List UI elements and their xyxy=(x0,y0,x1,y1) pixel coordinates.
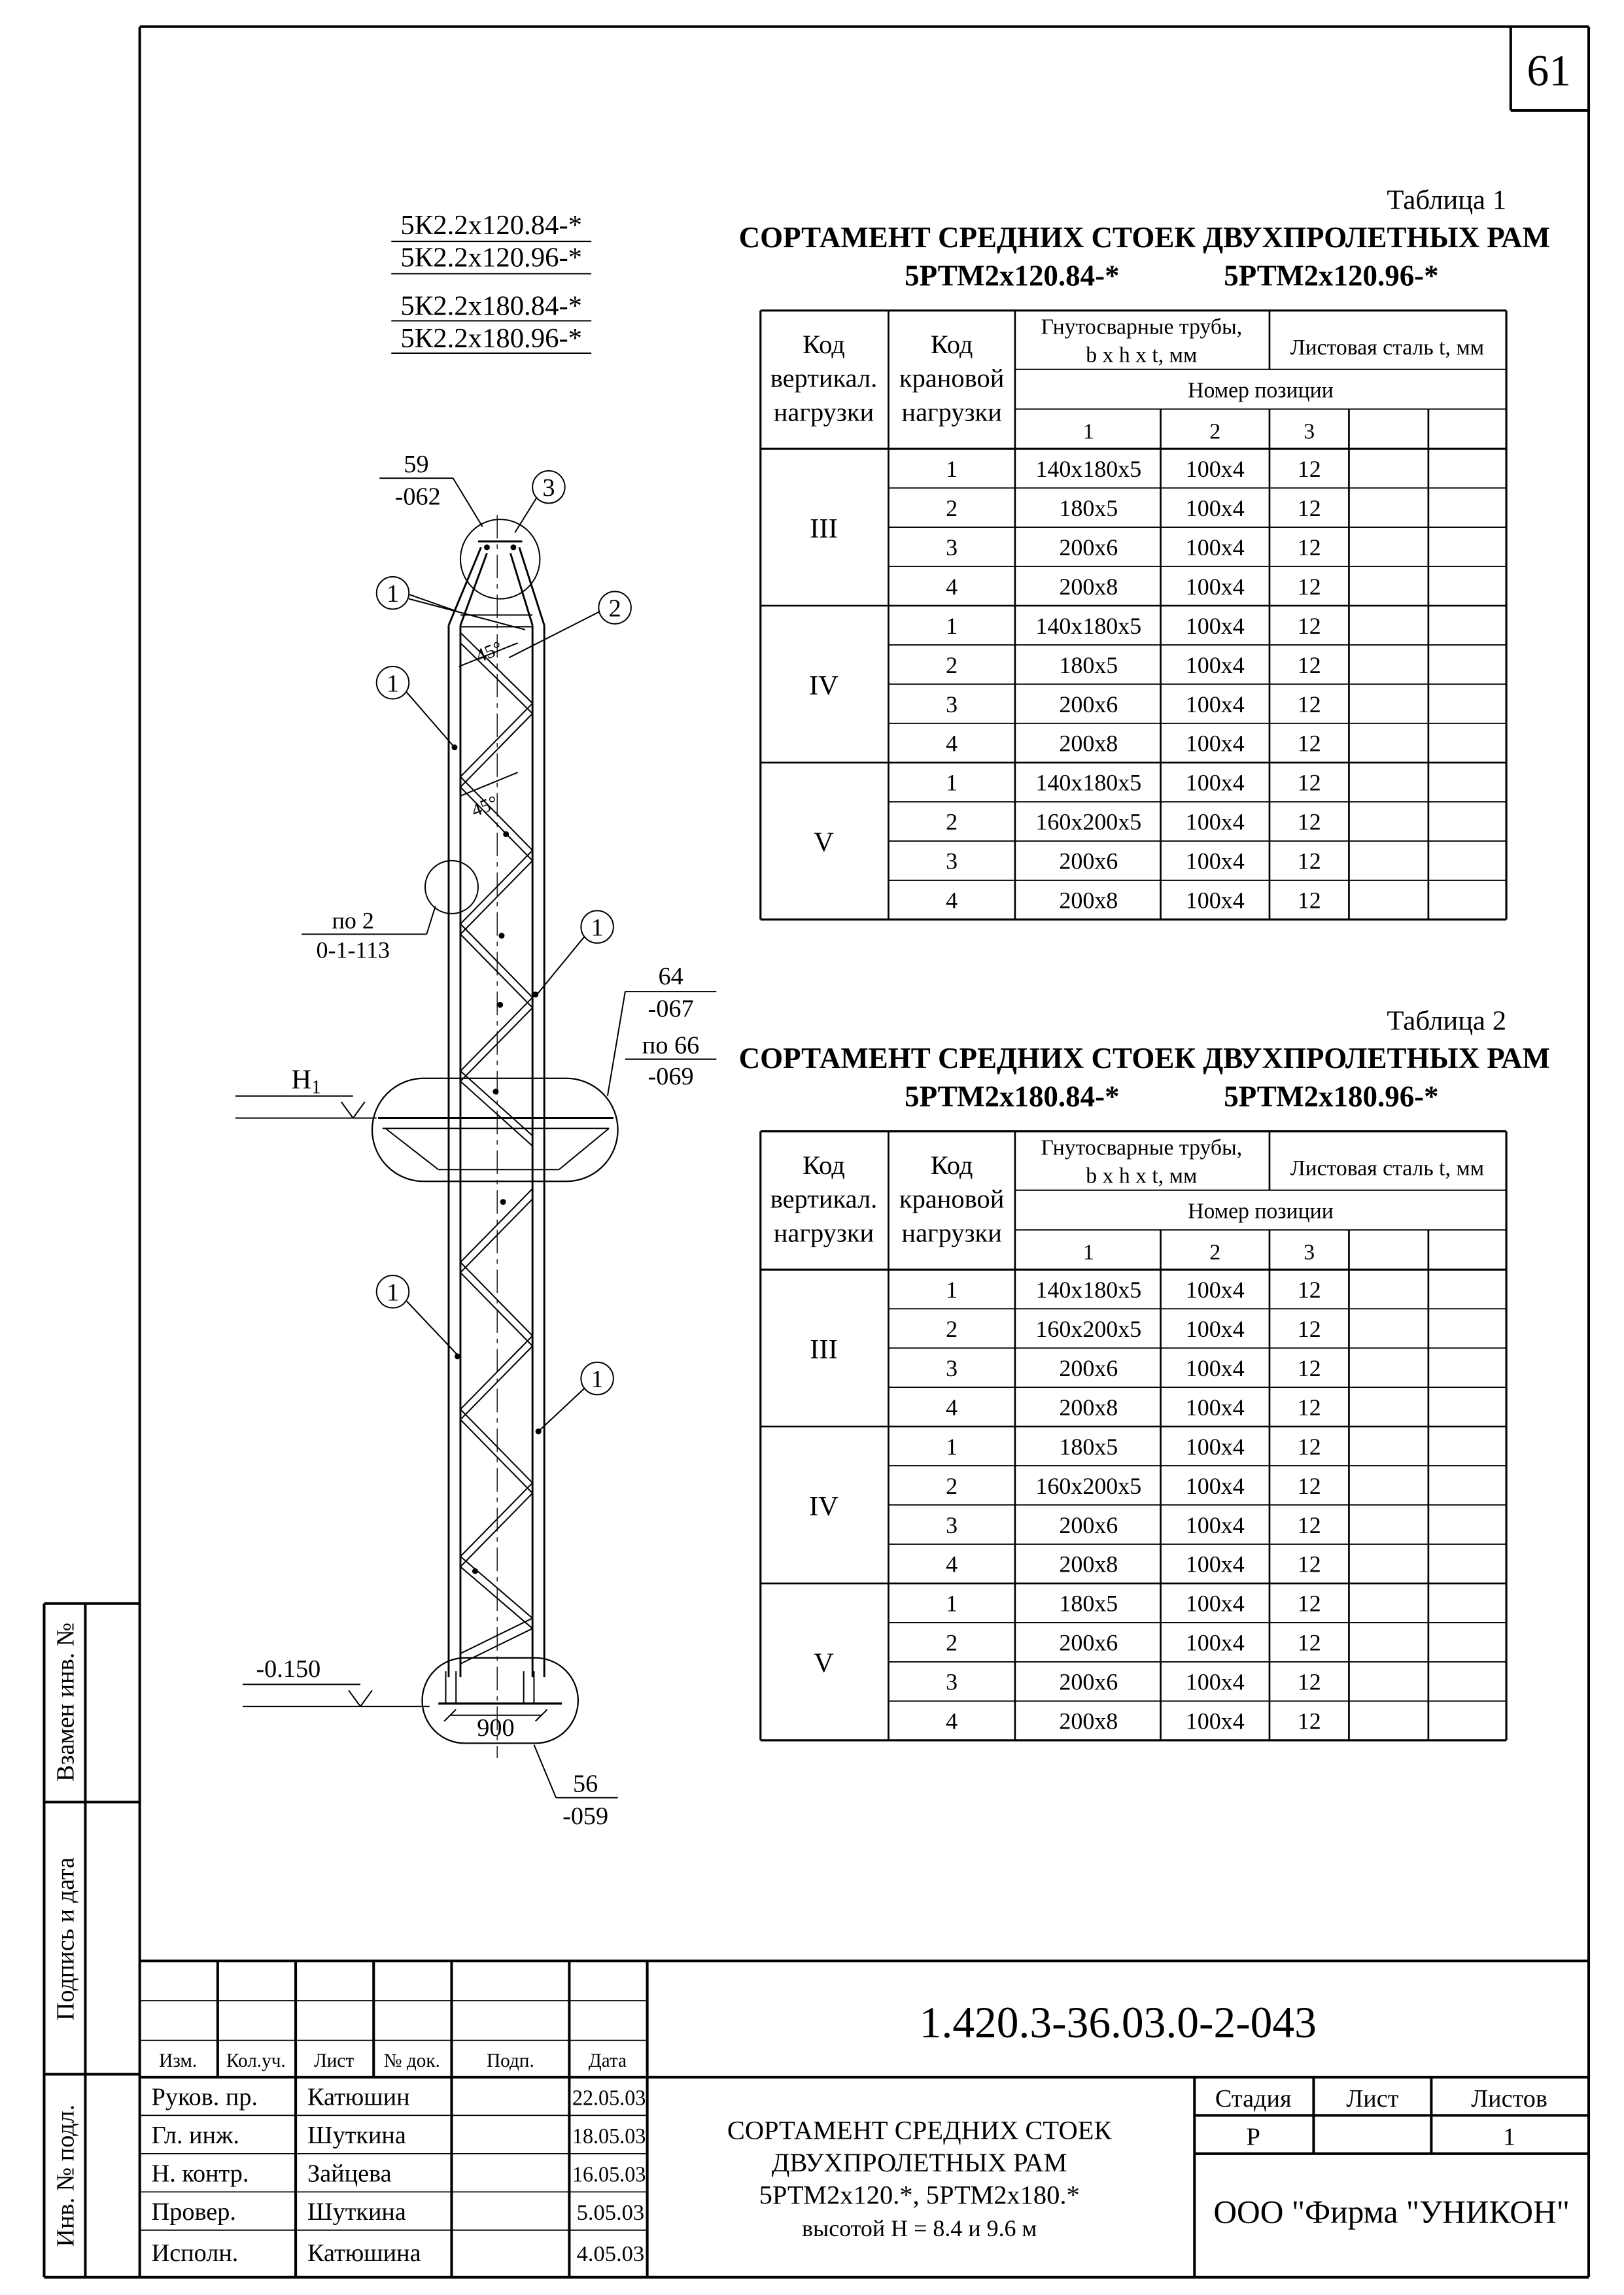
weld-point xyxy=(536,1428,542,1434)
crane-level-mark xyxy=(353,1102,365,1118)
header-vertical-load-code: Код xyxy=(803,1150,845,1180)
position-1-tube: 200x8 xyxy=(1059,730,1118,757)
ref-crane-sheet: -067 xyxy=(648,995,694,1023)
sheet-title-line: высотой Н = 8.4 и 9.6 м xyxy=(802,2215,1037,2241)
level-base-mark: -0.150 xyxy=(256,1655,321,1683)
position-2-tube: 100x4 xyxy=(1185,1472,1245,1499)
stage-value: Р xyxy=(1246,2123,1260,2151)
table-subtitle: 5РТМ2х120.84-* xyxy=(905,259,1120,292)
crane-load-code: 2 xyxy=(946,651,958,678)
lacing-diagonal xyxy=(460,1336,532,1409)
lacing-diagonal xyxy=(460,1557,532,1618)
position-1-tube: 160x200x5 xyxy=(1035,808,1142,835)
signatory-date: 16.05.03 xyxy=(572,2162,646,2187)
signatory-role: Н. контр. xyxy=(151,2160,249,2188)
signatory-role: Исполн. xyxy=(151,2239,239,2268)
position-1-tube: 200x6 xyxy=(1059,1629,1118,1656)
crane-level-mark xyxy=(341,1102,353,1118)
signatory-role: Провер. xyxy=(151,2198,236,2226)
weld-point xyxy=(497,1002,503,1008)
header-vertical-load-code: нагрузки xyxy=(773,397,874,427)
lacing-diagonal xyxy=(460,1188,532,1262)
lacing-diagonal xyxy=(460,1346,532,1419)
crane-load-code: 1 xyxy=(946,769,958,796)
position-2-tube: 100x4 xyxy=(1185,887,1245,914)
header-position-number: Номер позиции xyxy=(1188,1199,1334,1224)
crane-load-code: 3 xyxy=(946,848,958,874)
lacing-diagonal xyxy=(460,1483,532,1556)
weld-point xyxy=(532,992,538,997)
mark-label: 5К2.2х180.84-* xyxy=(400,290,583,322)
base-level-mark xyxy=(349,1690,360,1706)
position-3-sheet: 12 xyxy=(1297,494,1321,521)
position-3-sheet: 12 xyxy=(1297,573,1321,600)
position-2-tube: 100x4 xyxy=(1185,1708,1245,1734)
mark-labels xyxy=(400,210,582,354)
column-change: Изм. xyxy=(159,2050,198,2072)
position-1-tube: 200x8 xyxy=(1059,573,1118,600)
position-2-tube: 100x4 xyxy=(1185,1394,1245,1421)
position-3-sheet: 12 xyxy=(1297,1394,1321,1421)
position-callout xyxy=(377,666,409,699)
ref-node-sheet: 0-1-113 xyxy=(316,937,390,963)
weld-point xyxy=(492,1089,498,1095)
position-2-tube: 100x4 xyxy=(1185,612,1245,639)
position-2-tube: 100x4 xyxy=(1185,1551,1245,1578)
position-2-tube: 100x4 xyxy=(1185,1315,1245,1342)
base-dimension: 900 xyxy=(477,1714,515,1742)
position-3-sheet: 12 xyxy=(1297,808,1321,835)
crane-load-code: 3 xyxy=(946,691,958,717)
signatory-name: Катюшина xyxy=(307,2239,421,2268)
callout-number: 1 xyxy=(591,914,604,942)
leader-line xyxy=(409,599,525,630)
header-bent-welded-tubes: Гнутосварные трубы, xyxy=(1041,1135,1243,1160)
lacing-diagonal xyxy=(460,1409,532,1483)
position-1-tube: 200x6 xyxy=(1059,848,1118,874)
crane-load-code: 4 xyxy=(946,730,958,757)
level-crane-letter: Н xyxy=(291,1064,312,1096)
lacing-diagonal xyxy=(460,1420,532,1493)
crane-load-code: 4 xyxy=(946,573,958,600)
table-subtitle: 5РТМ2х180.96-* xyxy=(1224,1080,1439,1113)
position-3-sheet: 12 xyxy=(1297,1433,1321,1460)
vertical-load-code: V xyxy=(814,1648,834,1679)
lacing-diagonal xyxy=(460,1273,532,1346)
header-vertical-load-code: вертикал. xyxy=(770,363,878,393)
signatory-name: Катюшин xyxy=(307,2083,410,2111)
weld-point xyxy=(498,933,504,939)
level-crane-index: 1 xyxy=(311,1077,321,1098)
lacing-diagonal xyxy=(460,1008,532,1081)
header-position: 2 xyxy=(1209,419,1221,444)
signatory-name: Шуткина xyxy=(307,2198,406,2226)
organization-name: ООО "Фирма "УНИКОН" xyxy=(1213,2194,1570,2230)
position-2-tube: 100x4 xyxy=(1185,1433,1245,1460)
position-1-tube: 140x180x5 xyxy=(1035,1276,1142,1303)
position-3-sheet: 12 xyxy=(1297,691,1321,717)
column-date: Дата xyxy=(588,2050,627,2072)
position-1-tube: 200x8 xyxy=(1059,1394,1118,1421)
callout-number: 1 xyxy=(386,670,400,698)
position-callout xyxy=(581,910,613,942)
position-3-sheet: 12 xyxy=(1297,1511,1321,1538)
header-crane-load-code: нагрузки xyxy=(901,397,1002,427)
ref-top-number: 59 xyxy=(404,451,429,479)
header-vertical-load-code: нагрузки xyxy=(773,1218,874,1248)
header-crane-load-code: крановой xyxy=(899,1184,1005,1214)
angle-label: 45° xyxy=(468,791,502,821)
position-1-tube: 200x8 xyxy=(1059,1551,1118,1578)
position-3-sheet: 12 xyxy=(1297,848,1321,874)
leader-line xyxy=(426,906,435,935)
position-1-tube: 160x200x5 xyxy=(1035,1315,1142,1342)
lacing-diagonal xyxy=(460,934,532,1007)
position-3-sheet: 12 xyxy=(1297,1668,1321,1695)
position-callout xyxy=(598,591,631,623)
lacing-diagonal xyxy=(460,1071,532,1136)
weld-point xyxy=(472,1568,478,1574)
position-1-tube: 200x8 xyxy=(1059,887,1118,914)
crane-console xyxy=(559,1128,609,1169)
table-subtitle: 5РТМ2х120.96-* xyxy=(1224,259,1439,292)
replaces-inv-label: Взамен инв. № xyxy=(52,1622,80,1782)
position-1-tube: 200x6 xyxy=(1059,1355,1118,1381)
sheet-title-line: СОРТАМЕНТ СРЕДНИХ СТОЕК xyxy=(727,2115,1112,2145)
lacing-diagonal xyxy=(460,1493,532,1566)
position-2-tube: 100x4 xyxy=(1185,1355,1245,1381)
angle-label: 45° xyxy=(472,637,506,667)
header-position: 3 xyxy=(1304,419,1315,444)
position-2-tube: 100x4 xyxy=(1185,848,1245,874)
position-2-tube: 100x4 xyxy=(1185,1511,1245,1538)
signatory-date: 22.05.03 xyxy=(572,2086,646,2111)
position-1-tube: 140x180x5 xyxy=(1035,769,1142,796)
position-3-sheet: 12 xyxy=(1297,1472,1321,1499)
position-2-tube: 100x4 xyxy=(1185,1668,1245,1695)
drawing-annotations xyxy=(256,451,699,1830)
ref-base-number: 56 xyxy=(573,1770,598,1798)
table-caption: Таблица 2 xyxy=(1387,1005,1507,1037)
crane-load-code: 2 xyxy=(946,1315,958,1342)
crane-load-code: 1 xyxy=(946,1433,958,1460)
position-2-tube: 100x4 xyxy=(1185,1590,1245,1617)
header-position: 3 xyxy=(1304,1240,1315,1265)
assortment-table-1 xyxy=(739,185,1550,920)
position-3-sheet: 12 xyxy=(1297,455,1321,482)
position-3-sheet: 12 xyxy=(1297,1276,1321,1303)
crane-load-code: 3 xyxy=(946,1668,958,1695)
weld-point xyxy=(510,544,516,550)
sheet-title-line: 5РТМ2х120.*, 5РТМ2х180.* xyxy=(759,2180,1080,2210)
sheet-label: Лист xyxy=(1346,2084,1399,2113)
column-count: Кол.уч. xyxy=(226,2050,286,2072)
callout-number: 3 xyxy=(542,474,555,502)
leader-line xyxy=(509,612,598,658)
header-position: 1 xyxy=(1082,419,1094,444)
lacing-diagonal xyxy=(460,1618,532,1653)
position-2-tube: 100x4 xyxy=(1185,534,1245,561)
signatory-name: Шуткина xyxy=(307,2122,406,2150)
position-1-tube: 180x5 xyxy=(1059,651,1118,678)
crane-load-code: 4 xyxy=(946,887,958,914)
signatory-role: Руков. пр. xyxy=(151,2083,258,2111)
position-1-tube: 200x6 xyxy=(1059,534,1118,561)
column-doc-number: № док. xyxy=(383,2050,440,2072)
crane-console xyxy=(385,1128,438,1169)
position-1-tube: 140x180x5 xyxy=(1035,612,1142,639)
table-subtitle: 5РТМ2х180.84-* xyxy=(905,1080,1120,1113)
position-3-sheet: 12 xyxy=(1297,1629,1321,1656)
header-crane-load-code: нагрузки xyxy=(901,1218,1002,1248)
top-node-detail-circle xyxy=(460,519,540,598)
leader-line xyxy=(608,992,625,1096)
position-3-sheet: 12 xyxy=(1297,887,1321,914)
assortment-table-2 xyxy=(739,1006,1550,1740)
column-chord xyxy=(519,547,544,625)
sheets-value: 1 xyxy=(1503,2123,1516,2151)
position-2-tube: 100x4 xyxy=(1185,808,1245,835)
crane-load-code: 3 xyxy=(946,1355,958,1381)
level-crane-mark xyxy=(291,1065,320,1098)
header-position-number: Номер позиции xyxy=(1188,378,1334,403)
mark-label: 5К2.2х180.96-* xyxy=(400,322,583,354)
weld-point xyxy=(451,744,457,750)
position-3-sheet: 12 xyxy=(1297,612,1321,639)
weld-point xyxy=(503,831,509,837)
callout-number: 2 xyxy=(608,595,621,623)
weld-point xyxy=(500,1199,506,1205)
position-1-tube: 200x6 xyxy=(1059,1511,1118,1538)
ref-base-sheet: -059 xyxy=(562,1803,609,1831)
header-tube-dimensions: b x h x t, мм xyxy=(1086,343,1198,368)
crane-load-code: 4 xyxy=(946,1551,958,1578)
lacing-diagonal xyxy=(460,787,532,860)
side-stamp xyxy=(52,1623,79,2247)
position-1-tube: 200x6 xyxy=(1059,1668,1118,1695)
crane-load-code: 2 xyxy=(946,1629,958,1656)
lacing-diagonal xyxy=(460,714,532,787)
position-2-tube: 100x4 xyxy=(1185,651,1245,678)
crane-load-code: 3 xyxy=(946,1511,958,1538)
signatory-date: 4.05.03 xyxy=(576,2242,645,2267)
position-2-tube: 100x4 xyxy=(1185,494,1245,521)
lacing-diagonal xyxy=(460,1199,532,1272)
mark-label: 5К2.2х120.84-* xyxy=(400,209,583,241)
sign-date-label: Подпись и дата xyxy=(52,1857,80,2021)
callout-number: 1 xyxy=(591,1366,604,1394)
column-signature: Подп. xyxy=(487,2050,534,2072)
leader-line xyxy=(406,1300,458,1355)
position-callout xyxy=(377,1275,409,1307)
ref-top-sheet: -062 xyxy=(394,483,441,511)
lacing-diagonal xyxy=(460,850,532,923)
vertical-load-code: V xyxy=(814,827,834,858)
position-2-tube: 100x4 xyxy=(1185,730,1245,757)
position-1-tube: 200x8 xyxy=(1059,1708,1118,1734)
signatory-name: Зайцева xyxy=(307,2160,392,2188)
stage-label: Стадия xyxy=(1215,2084,1292,2113)
page-number: 61 xyxy=(1527,46,1572,95)
ref-crane-number-2: по 66 xyxy=(642,1031,700,1060)
position-3-sheet: 12 xyxy=(1297,651,1321,678)
position-1-tube: 160x200x5 xyxy=(1035,1472,1142,1499)
crane-load-code: 2 xyxy=(946,494,958,521)
leader-line xyxy=(453,478,483,526)
vertical-load-code: IV xyxy=(808,670,839,701)
callout-number: 1 xyxy=(386,580,400,608)
position-1-tube: 200x6 xyxy=(1059,691,1118,717)
crane-load-code: 2 xyxy=(946,1472,958,1499)
header-crane-load-code: Код xyxy=(930,329,973,359)
header-vertical-load-code: вертикал. xyxy=(770,1184,878,1214)
lacing-diagonal xyxy=(460,861,532,934)
column-sheet: Лист xyxy=(313,2050,354,2072)
crane-load-code: 3 xyxy=(946,534,958,561)
position-2-tube: 100x4 xyxy=(1185,769,1245,796)
header-position: 1 xyxy=(1082,1240,1094,1265)
lacing-node-detail-circle xyxy=(425,861,478,914)
ref-crane-number: 64 xyxy=(658,962,683,990)
position-3-sheet: 12 xyxy=(1297,534,1321,561)
header-crane-load-code: крановой xyxy=(899,363,1005,393)
header-vertical-load-code: Код xyxy=(803,329,845,359)
position-3-sheet: 12 xyxy=(1297,1590,1321,1617)
truss-column-drawing xyxy=(235,241,716,1798)
header-tube-dimensions: b x h x t, мм xyxy=(1086,1164,1198,1188)
crane-load-code: 1 xyxy=(946,612,958,639)
position-2-tube: 100x4 xyxy=(1185,1276,1245,1303)
table-caption: Таблица 1 xyxy=(1387,184,1507,216)
position-3-sheet: 12 xyxy=(1297,1355,1321,1381)
inv-number-label: Инв. № подл. xyxy=(52,2104,80,2247)
crane-load-code: 1 xyxy=(946,1590,958,1617)
ref-crane-sheet-2: -069 xyxy=(648,1062,694,1090)
crane-load-code: 1 xyxy=(946,455,958,482)
lacing-diagonal xyxy=(460,1262,532,1336)
crane-load-code: 2 xyxy=(946,808,958,835)
position-3-sheet: 12 xyxy=(1297,769,1321,796)
lacing-diagonal xyxy=(460,777,532,850)
sheets-label: Листов xyxy=(1471,2084,1547,2113)
header-crane-load-code: Код xyxy=(930,1150,973,1180)
position-1-tube: 140x180x5 xyxy=(1035,455,1142,482)
leader-line xyxy=(406,691,455,747)
lacing-diagonal xyxy=(460,1566,532,1628)
position-callout xyxy=(532,471,564,503)
table-title: СОРТАМЕНТ СРЕДНИХ СТОЕК ДВУХПРОЛЕТНЫХ РАМ xyxy=(738,1042,1550,1075)
position-2-tube: 100x4 xyxy=(1185,691,1245,717)
position-callout xyxy=(581,1362,613,1394)
position-2-tube: 100x4 xyxy=(1185,1629,1245,1656)
lacing-diagonal xyxy=(460,703,532,776)
vertical-load-code: III xyxy=(810,1334,838,1365)
table-title: СОРТАМЕНТ СРЕДНИХ СТОЕК ДВУХПРОЛЕТНЫХ РАМ xyxy=(738,221,1550,254)
position-2-tube: 100x4 xyxy=(1185,573,1245,600)
position-3-sheet: 12 xyxy=(1297,1551,1321,1578)
mark-label: 5К2.2х120.96-* xyxy=(400,242,583,273)
sheet-title-line: ДВУХПРОЛЕТНЫХ РАМ xyxy=(771,2147,1067,2177)
header-sheet-steel: Листовая сталь t, мм xyxy=(1290,1156,1485,1181)
position-3-sheet: 12 xyxy=(1297,1708,1321,1734)
callout-number: 1 xyxy=(386,1279,400,1307)
signatory-date: 5.05.03 xyxy=(576,2201,645,2226)
signatory-date: 18.05.03 xyxy=(572,2124,646,2149)
weld-point xyxy=(455,1353,460,1359)
leader-line xyxy=(534,1745,556,1798)
header-position: 2 xyxy=(1209,1240,1221,1265)
base-level-mark xyxy=(360,1690,372,1706)
leader-line xyxy=(515,497,537,532)
position-1-tube: 180x5 xyxy=(1059,494,1118,521)
position-3-sheet: 12 xyxy=(1297,730,1321,757)
position-3-sheet: 12 xyxy=(1297,1315,1321,1342)
header-sheet-steel: Листовая сталь t, мм xyxy=(1290,336,1485,360)
ref-node-number: по 2 xyxy=(332,907,374,934)
position-1-tube: 180x5 xyxy=(1059,1433,1118,1460)
angle-dimension-line xyxy=(460,772,518,796)
weld-point xyxy=(484,544,490,550)
position-callout xyxy=(377,577,409,609)
lacing-diagonal xyxy=(460,997,532,1071)
lacing-diagonal xyxy=(460,924,532,997)
vertical-load-code: IV xyxy=(808,1491,839,1522)
position-2-tube: 100x4 xyxy=(1185,455,1245,482)
leader-line xyxy=(409,595,458,612)
title-block xyxy=(152,1998,1570,2267)
signatory-role: Гл. инж. xyxy=(151,2122,239,2150)
crane-load-code: 1 xyxy=(946,1276,958,1303)
header-bent-welded-tubes: Гнутосварные трубы, xyxy=(1041,315,1243,339)
crane-load-code: 4 xyxy=(946,1708,958,1734)
document-code: 1.420.3-36.03.0-2-043 xyxy=(919,1998,1317,2048)
position-1-tube: 180x5 xyxy=(1059,1590,1118,1617)
crane-load-code: 4 xyxy=(946,1394,958,1421)
vertical-load-code: III xyxy=(810,513,838,544)
